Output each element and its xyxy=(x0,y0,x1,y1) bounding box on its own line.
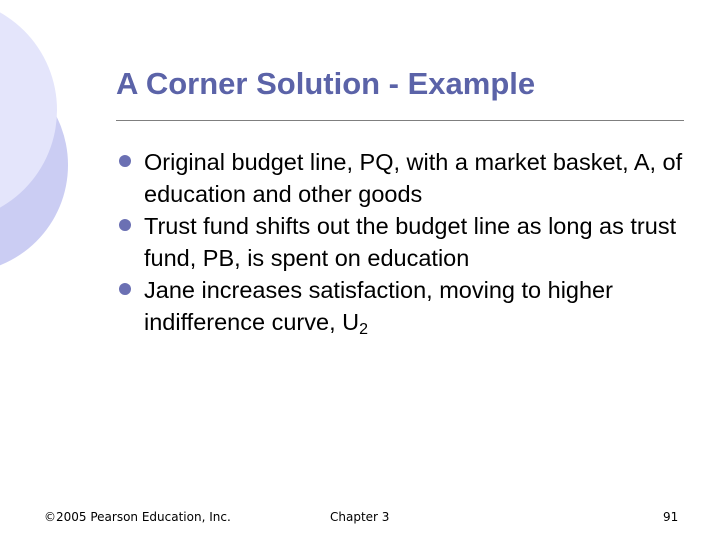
bullet-icon xyxy=(119,283,131,295)
bullet-text: Jane increases satisfaction, moving to higher indifference curve, U xyxy=(144,277,613,335)
footer-page-number: 91 xyxy=(663,510,679,524)
bullet-icon xyxy=(119,155,131,167)
bullet-subscript: 2 xyxy=(359,321,368,338)
bullet-icon xyxy=(119,219,131,231)
footer-chapter: Chapter 3 xyxy=(330,510,390,524)
bullet-text: Trust fund shifts out the budget line as long as trust fund, PB, is spent on education xyxy=(144,213,677,271)
slide-title: A Corner Solution - Example xyxy=(116,66,536,101)
bullet-item xyxy=(116,274,696,338)
bullet-item xyxy=(116,146,696,210)
footer-copyright: ©2005 Pearson Education, Inc. xyxy=(44,510,231,524)
title-divider xyxy=(116,120,684,121)
bullet-list xyxy=(116,146,696,338)
bullet-text: Original budget line, PQ, with a market basket, A, of education and other goods xyxy=(144,149,683,207)
bullet-item xyxy=(116,210,696,274)
